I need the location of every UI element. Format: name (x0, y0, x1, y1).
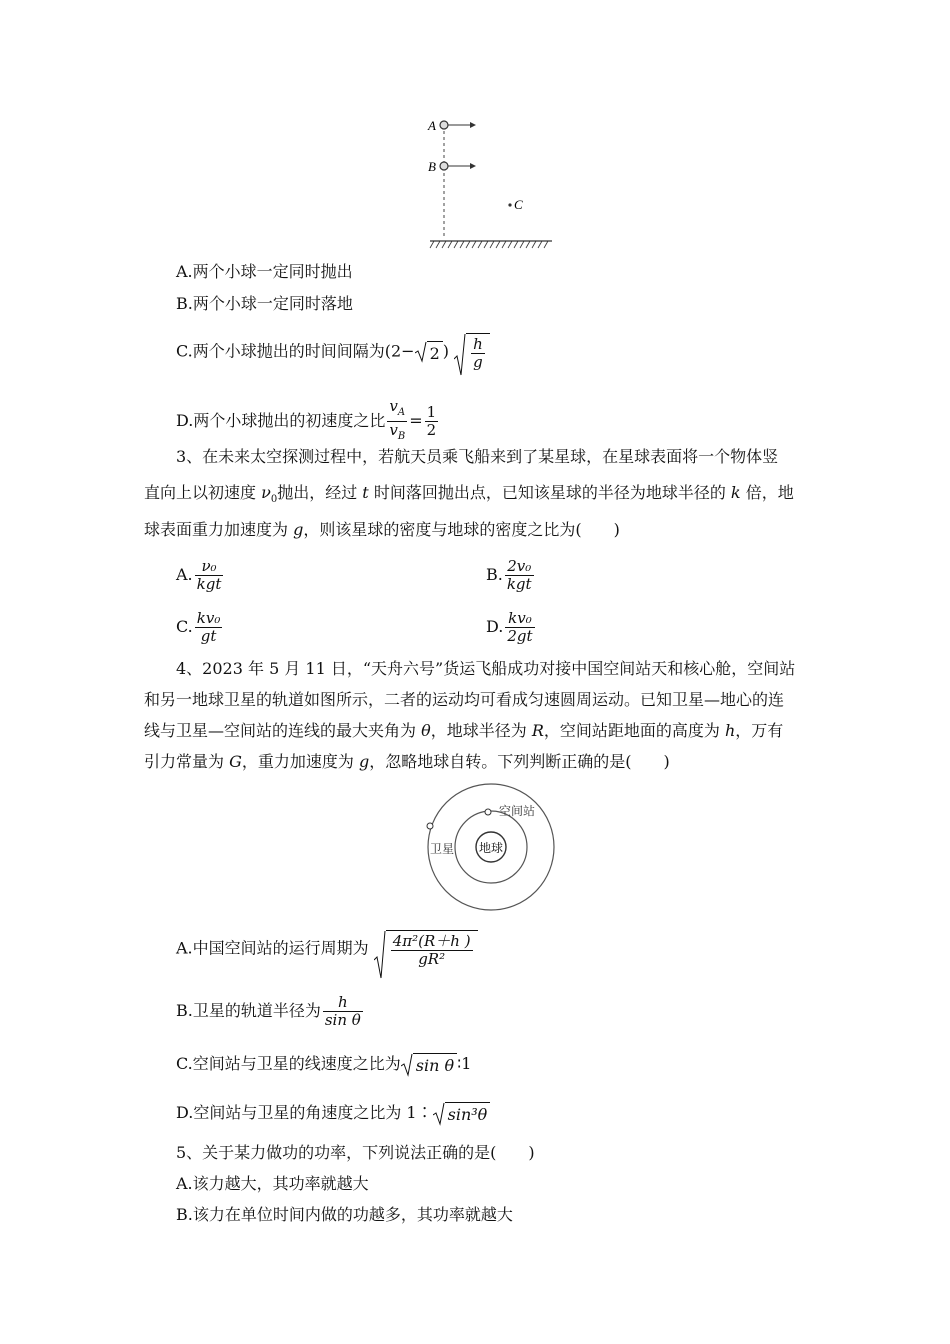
q3-option-d: D. $\frac{\text{kv₀}}{2gt}$ (486, 609, 533, 645)
label-b: B (428, 159, 436, 174)
q4-line-1: 4、2023 年 5 月 11 日，“天舟六号”货运飞船成功对接中国空间站天和核心舱，空间站 (176, 659, 796, 678)
q4-line-4: 引力常量为 G，重力加速度为 g，忽略地球自转。下列判断正确的是( ) (144, 752, 670, 771)
sqrt-period: $\frac{\text{4π²(R＋h )}}{\text{gR²}}$ (374, 930, 478, 968)
q3-line-2: 直向上以初速度 $\nu_0$抛出，经过 t 时间落回抛出点，已知该星球的半径为地球半径的 k 倍，地 (144, 483, 794, 506)
q5-option-a: A.该力越大，其功率就越大 (176, 1174, 369, 1193)
sqrt-sin3-theta: sin³θ (433, 1102, 491, 1125)
q2-option-d: D.两个小球抛出的初速度之比 $\frac{v_A}{v_B}$ = $\frac{1}{2}$ (176, 398, 440, 445)
projectile-figure (420, 110, 560, 255)
q2-option-c: C.两个小球抛出的时间间隔为(2− 2 ) $\frac{h}{g}$ (176, 333, 490, 371)
sqrt-2: 2 (415, 341, 443, 364)
satellite-label: 卫星 (430, 842, 455, 856)
q2-option-b: B.两个小球一定同时落地 (176, 294, 353, 313)
ratio-half: $\frac{1}{2}$ (426, 403, 437, 439)
station-label: 空间站 (499, 804, 536, 818)
q5-option-b: B.该力在单位时间内做的功越多，其功率就越大 (176, 1205, 513, 1224)
q2-c-text: C.两个小球抛出的时间间隔为(2− (176, 341, 415, 361)
sqrt-h-over-g: $\frac{h}{g}$ (454, 333, 490, 371)
q3-line-3: 球表面重力加速度为 g，则该星球的密度与地球的密度之比为( ) (144, 520, 620, 539)
earth-label: 地球 (479, 841, 504, 855)
q3-option-a: A. $\frac{\text{ν₀}}{\text{kgt}}$ (176, 557, 222, 593)
q3-line-1: 3、在未来太空探测过程中，若航天员乘飞船来到了某星球，在星球表面将一个物体竖 (176, 447, 779, 466)
q4-line-2: 和另一地球卫星的轨道如图所示，二者的运动均可看成匀速圆周运动。已知卫星—地心的连 (144, 690, 785, 709)
orbit-figure (420, 780, 565, 918)
q4-line-3: 线与卫星—空间站的连线的最大夹角为 θ，地球半径为 R，空间站距地面的高度为 h，万有 (144, 721, 784, 740)
velocity-ratio: $\frac{v_A}{v_B}$ (387, 398, 407, 445)
label-c: C (514, 197, 523, 212)
q4-option-c: C.空间站与卫星的线速度之比为 sin θ ∶1 (176, 1054, 472, 1075)
q5-line-1: 5、关于某力做功的功率，下列说法正确的是( ) (176, 1143, 535, 1162)
q4-option-a: A.中国空间站的运行周期为 $\frac{\text{4π²(R＋h )}}{\text{gR²}}$ (176, 930, 478, 968)
q2-option-a: A.两个小球一定同时抛出 (176, 262, 353, 281)
sqrt-sin-theta: sin θ (401, 1053, 457, 1076)
q4-option-d: D.空间站与卫星的角速度之比为 1∶ sin³θ (176, 1102, 490, 1125)
q4-option-b: B.卫星的轨道半径为 $\frac{h}{\text{sin θ}}$ (176, 993, 361, 1029)
q3-option-c: C. $\frac{\text{kv₀}}{gt}$ (176, 609, 221, 645)
q3-option-b: B. $\frac{\text{2v₀}}{\text{kgt}}$ (486, 557, 532, 593)
label-a: A (428, 118, 436, 133)
